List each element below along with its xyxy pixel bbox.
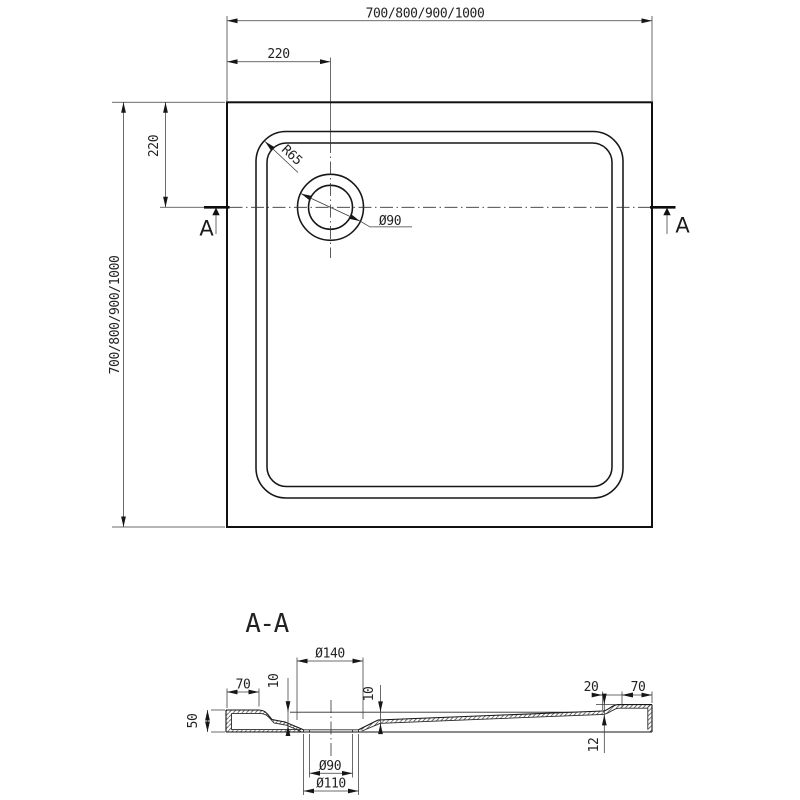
dim-total-height: 50: [186, 713, 201, 729]
dim-drain-diameter: Ø90: [378, 213, 402, 229]
section-view: [186, 609, 652, 795]
extension-lines: [112, 16, 652, 527]
dim-drain-collar: Ø110: [316, 776, 346, 792]
section-arrow-right: [663, 208, 670, 216]
tray-basin-edge: [267, 143, 612, 487]
section-letter-right: A: [675, 213, 690, 238]
dim-overall-width: 700/800/900/1000: [365, 6, 485, 22]
hatch-left-face: [226, 710, 232, 732]
dim-depth-right: 10: [362, 686, 377, 702]
section-letter-left: A: [199, 216, 214, 241]
hatch-bands: [226, 705, 652, 732]
dim-rim-right: 70: [630, 680, 646, 695]
dim-drain-offset-x: 220: [267, 47, 290, 63]
top-view: [108, 7, 690, 528]
tray-rim-inner-edge: [256, 132, 623, 499]
dim-rim-left: 70: [235, 677, 251, 693]
dim-drain-hole: Ø90: [318, 759, 342, 774]
dim-recess-diameter: Ø140: [315, 646, 345, 662]
dim-corner-radius: R65: [278, 142, 305, 169]
dim-step-height: 12: [587, 737, 602, 753]
dim-depth-left: 10: [267, 673, 282, 689]
hatch-right-face: [648, 705, 652, 732]
dim-drain-offset-y: 220: [147, 134, 162, 158]
section-title: A-A: [245, 609, 288, 639]
profile-inner-left: [232, 713, 302, 731]
section-arrow-left: [212, 208, 219, 216]
dim-overall-height: 700/800/900/1000: [108, 255, 123, 375]
dim-step-width: 20: [583, 680, 599, 695]
section-cut-line: [199, 207, 690, 240]
